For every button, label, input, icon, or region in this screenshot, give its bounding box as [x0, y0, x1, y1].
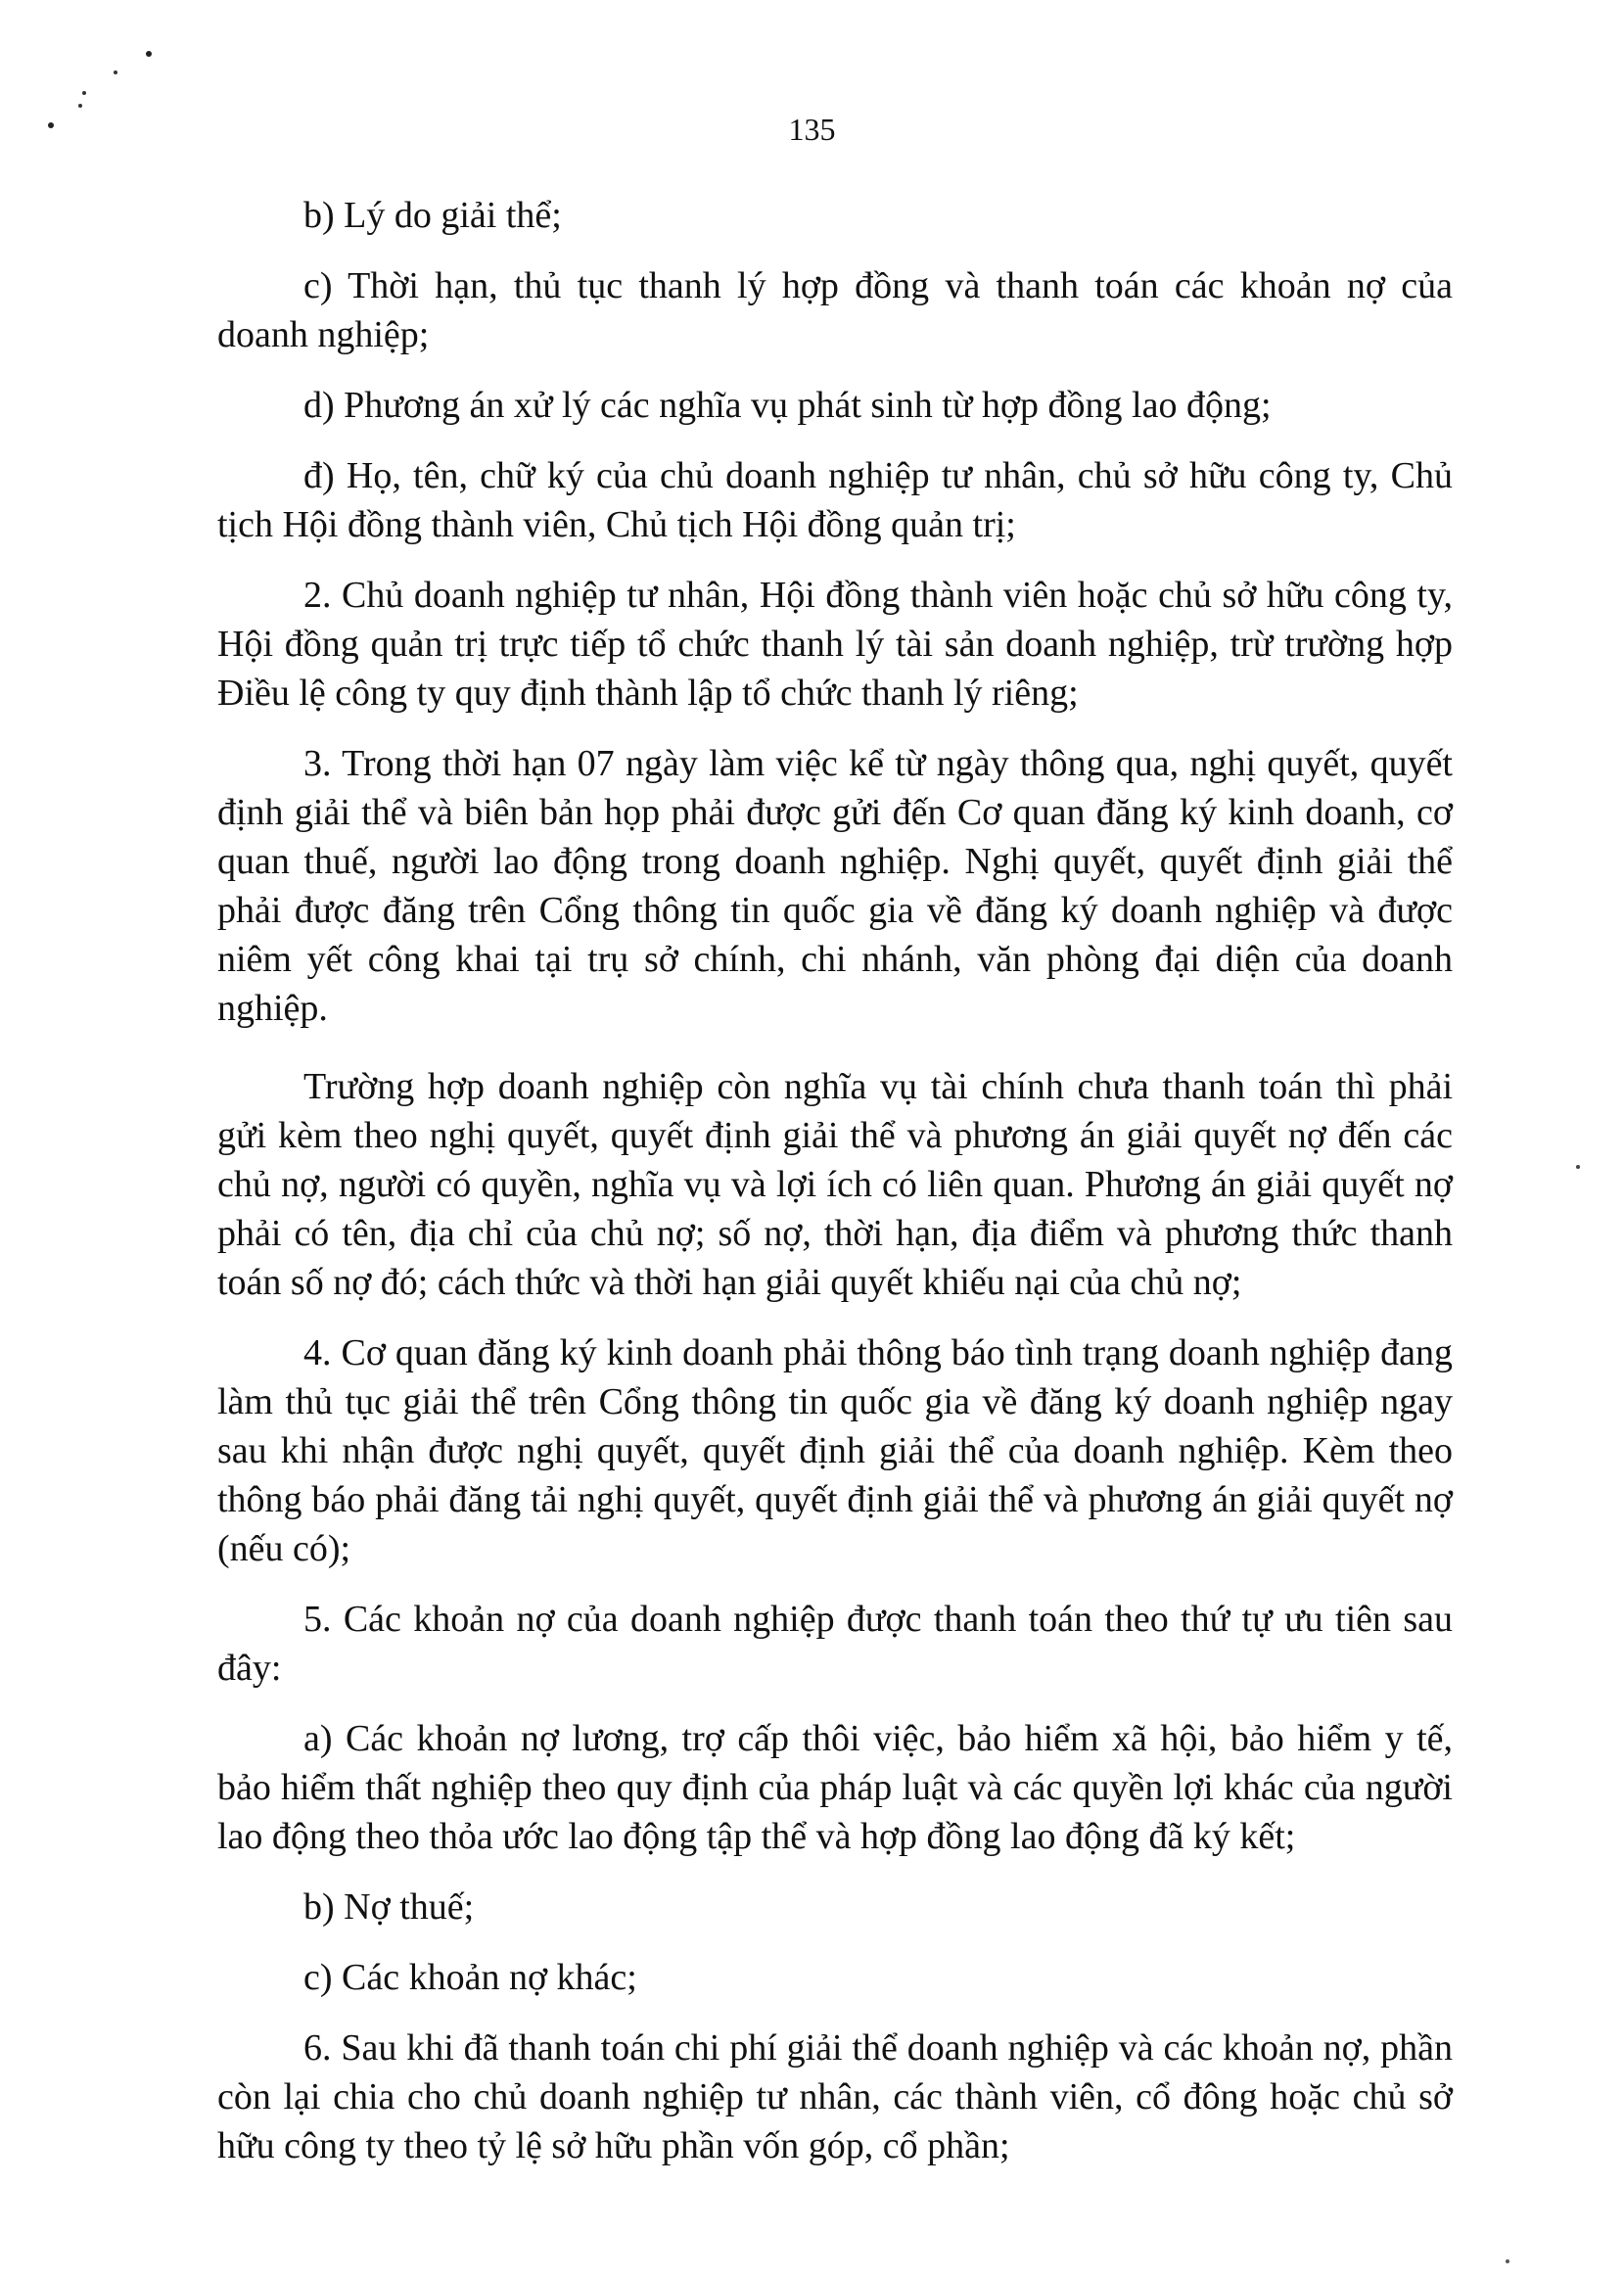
speck — [1576, 1165, 1580, 1169]
paragraph-2-liquidation: 2. Chủ doanh nghiệp tư nhân, Hội đồng thành viên hoặc chủ sở hữu công ty, Hội đồng quản trị trực tiếp tổ chức thanh lý tài sản doanh nghiệp, trừ trường hợp Điều lệ công ty quy định thành lập tổ chức thanh lý riêng; — [217, 575, 1453, 714]
document-body — [217, 191, 1453, 2192]
paragraph-5-debt-priority: 5. Các khoản nợ của doanh nghiệp được thanh toán theo thứ tự ưu tiên sau đây: — [217, 1599, 1453, 1689]
paragraph-3-deadline: 3. Trong thời hạn 07 ngày làm việc kể từ ngày thông qua, nghị quyết, quyết định giải thể và biên bản họp phải được gửi đến Cơ quan đăng ký kinh doanh, cơ quan thuế, người lao động trong doanh nghiệp. Nghị quyết, quyết định giải thể phải được đăng trên Cổng thông tin quốc gia về đăng ký doanh nghiệp và được niêm yết công khai tại trụ sở chính, chi nhánh, văn phòng đại diện của doanh nghiệp. — [217, 743, 1453, 1029]
speck — [114, 70, 117, 74]
paragraph-b-reason: b) Lý do giải thể; — [303, 195, 562, 236]
paragraph-d-labor: d) Phương án xử lý các nghĩa vụ phát sinh từ hợp đồng lao động; — [303, 385, 1272, 426]
paragraph-c-term: c) Thời hạn, thủ tục thanh lý hợp đồng và thanh toán các khoản nợ của doanh nghiệp; — [217, 265, 1453, 355]
speck — [1506, 2259, 1509, 2263]
speck — [82, 91, 86, 95]
paragraph-b-tax: b) Nợ thuế; — [303, 1886, 475, 1928]
paragraph-dd-signature: đ) Họ, tên, chữ ký của chủ doanh nghiệp tư nhân, chủ sở hữu công ty, Chủ tịch Hội đồng thành viên, Chủ tịch Hội đồng quản trị; — [217, 455, 1453, 545]
paragraph-financial-obligation: Trường hợp doanh nghiệp còn nghĩa vụ tài chính chưa thanh toán thì phải gửi kèm theo nghị quyết, quyết định giải thể và phương án giải quyết nợ đến các chủ nợ, người có quyền, nghĩa vụ và lợi ích có liên quan. Phương án giải quyết nợ phải có tên, địa chỉ của chủ nợ; số nợ, thời hạn, địa điểm và phương thức thanh toán số nợ đó; cách thức và thời hạn giải quyết khiếu nại của chủ nợ; — [217, 1066, 1453, 1303]
speck — [78, 104, 82, 108]
paragraph-a-salary: a) Các khoản nợ lương, trợ cấp thôi việc, bảo hiểm xã hội, bảo hiểm y tế, bảo hiểm thất nghiệp theo quy định của pháp luật và các quyền lợi khác của người lao động theo thỏa ước lao động tập thể và hợp đồng lao động đã ký kết; — [217, 1718, 1453, 1857]
speck — [146, 51, 152, 57]
paragraph-c-other: c) Các khoản nợ khác; — [303, 1957, 637, 1998]
paragraph-6-remainder: 6. Sau khi đã thanh toán chi phí giải thể doanh nghiệp và các khoản nợ, phần còn lại chia cho chủ doanh nghiệp tư nhân, các thành viên, cổ đông hoặc chủ sở hữu công ty theo tỷ lệ sở hữu phần vốn góp, cổ phần; — [217, 2027, 1453, 2166]
paragraph-4-notification: 4. Cơ quan đăng ký kinh doanh phải thông báo tình trạng doanh nghiệp đang làm thủ tục giải thể trên Cổng thông tin quốc gia về đăng ký doanh nghiệp ngay sau khi nhận được nghị quyết, quyết định giải thể của doanh nghiệp. Kèm theo thông báo phải đăng tải nghị quyết, quyết định giải thể và phương án giải quyết nợ (nếu có); — [217, 1332, 1453, 1569]
page-number: 135 — [788, 112, 836, 147]
